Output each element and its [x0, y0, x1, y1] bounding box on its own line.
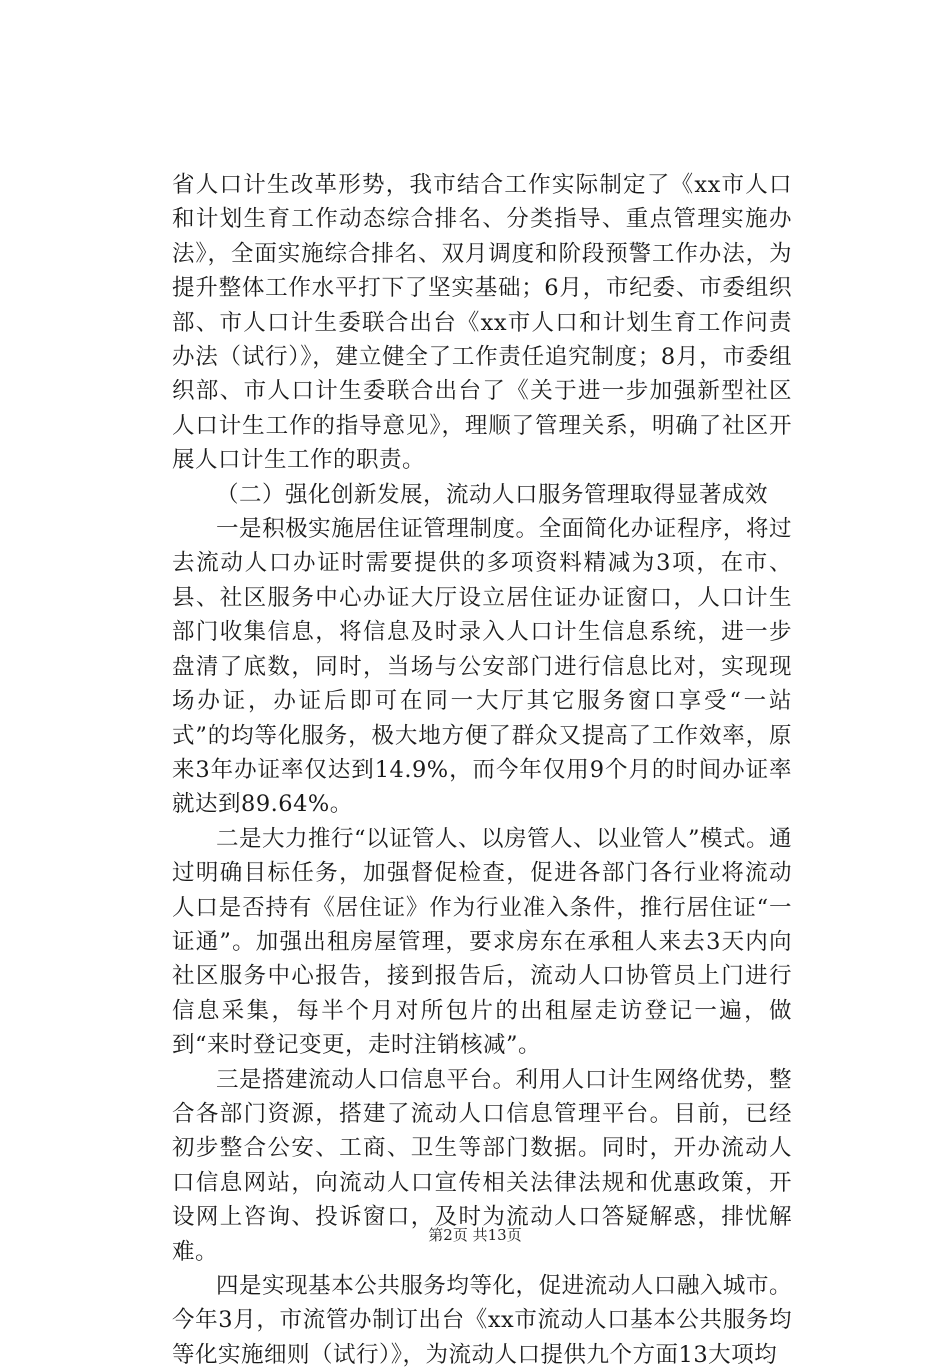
- paragraph-info-platform: 三是搭建流动人口信息平台。利用人口计生网络优势，整合各部门资源，搭建了流动人口信息管理平台。目前，已经初步整合公安、工商、卫生等部门数据。同时，开办流动人口信息网站，向流动人口宣传相关法律法规和优惠政策，开设网上咨询、投诉窗口，及时为流动人口答疑解惑，排忧解难。: [172, 1066, 792, 1265]
- paragraph-residence-permit: 一是积极实施居住证管理制度。全面简化办证程序，将过去流动人口办证时需要提供的多项资料精减为3项，在市、县、社区服务中心办证大厅设立居住证办证窗口，人口计生部门收集信息，将信息及时录入人口计生信息系统，进一步盘清了底数，同时，当场与公安部门进行信息比对，实现现场办证，办证后即可在同一大厅其它服务窗口享受“一站式”的均等化服务，极大地方便了群众又提高了工作效率，原来3年办证率仅达到14.9%，而今年仅用9个月的时间办证率就达到89.64%。: [172, 516, 792, 818]
- paragraph-management-model: 二是大力推行“以证管人、以房管人、以业管人”模式。通过明确目标任务，加强督促检查，促进各部门各行业将流动人口是否持有《居住证》作为行业准入条件，推行居住证“一证通”。加强出租房屋管理，要求房东在承租人来去3天内向社区服务中心报告，接到报告后，流动人口协管员上门进行信息采集，每半个月对所包片的出租屋走访登记一遍，做到“来时登记变更，走时注销核减”。: [172, 825, 793, 1059]
- paragraph-continuation: 省人口计生改革形势，我市结合工作实际制定了《xx市人口和计划生育工作动态综合排名、分类指导、重点管理实施办法》，全面实施综合排名、双月调度和阶段预警工作办法，为提升整体工作水平打下了坚实基础；6月，市纪委、市委组织部、市人口计生委联合出台《xx市人口和计划生育工作问责办法（试行）》，建立健全了工作责任追究制度；8月，市委组织部、市人口计生委联合出台了《关于进一步加强新型社区人口计生工作的指导意见》，理顺了管理关系，明确了社区开展人口计生工作的职责。: [172, 172, 792, 474]
- document-body: [172, 168, 792, 1372]
- section-heading: （二）强化创新发展，流动人口服务管理取得显著成效: [216, 481, 769, 508]
- paragraph-public-services: 四是实现基本公共服务均等化，促进流动人口融入城市。今年3月，市流管办制订出台《xx市流动人口基本公共服务均等化实施细则（试行）》，为流动人口提供九个方面13大项均: [172, 1273, 792, 1368]
- page-footer: 第2页 共13页: [428, 1226, 522, 1244]
